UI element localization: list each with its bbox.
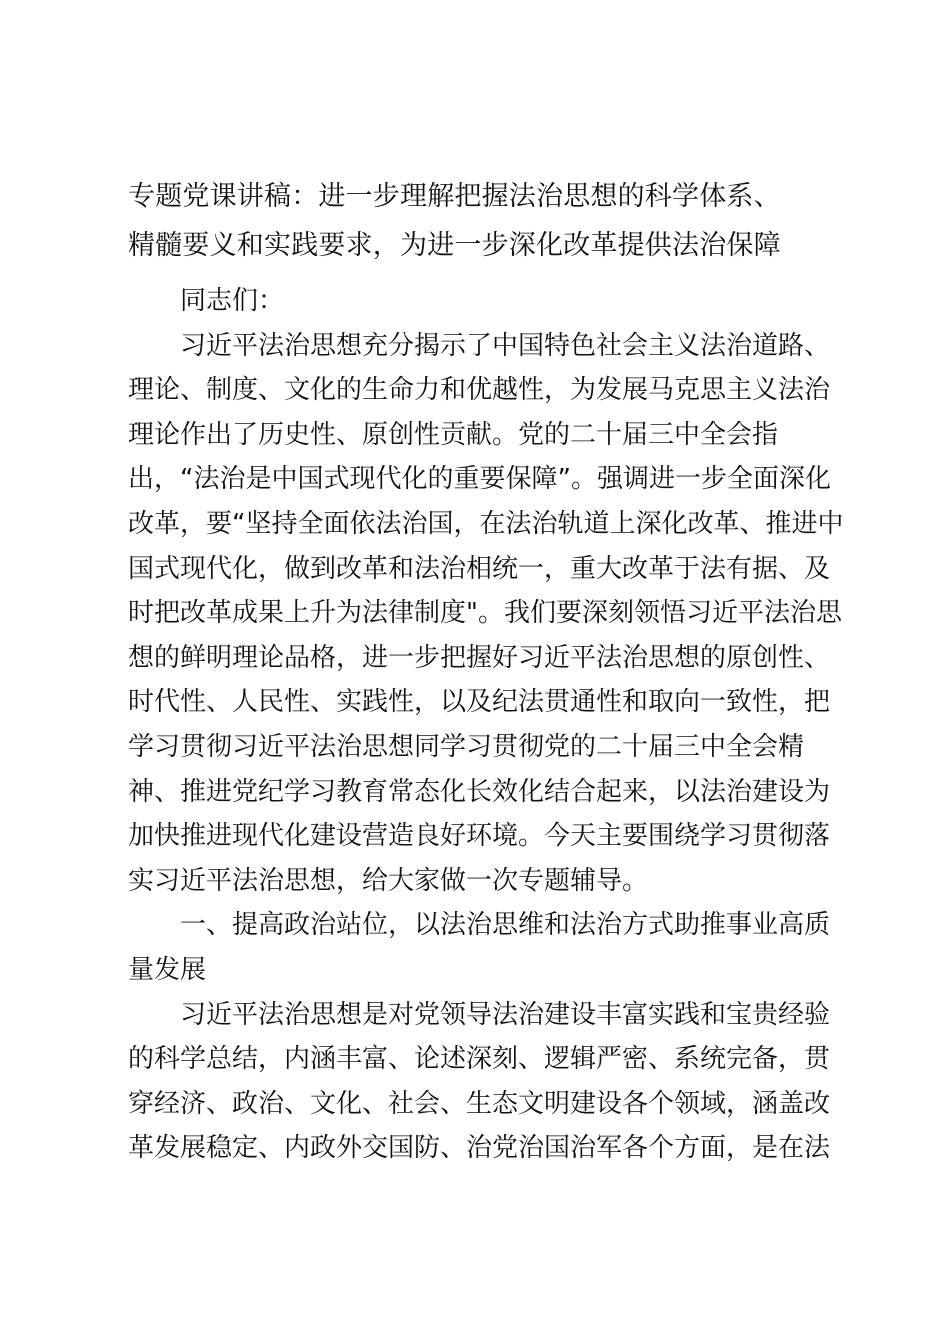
text-line: 国式现代化，做到改革和法治相统一，重大改革于法有据、及 — [128, 553, 831, 584]
text-line: 革发展稳定、内政外交国防、治党治国治军各个方面，是在法 — [128, 1133, 831, 1164]
text-line: 理论、制度、文化的生命力和优越性，为发展马克思主义法治 — [128, 375, 831, 406]
title-line: 专题党课讲稿：进一步理解把握法治思想的科学体系、 — [128, 181, 781, 212]
text-line: 实习近平法治思想，给大家做一次专题辅导。 — [128, 865, 649, 896]
paragraph-intro — [128, 324, 844, 904]
text-line: 出，“法治是中国式现代化的重要保障”。强调进一步全面深化 — [128, 464, 831, 495]
section-heading — [128, 903, 833, 992]
document-body — [128, 279, 844, 1171]
heading-line: 一、提高政治站位，以法治思维和法治方式助推事业高质 — [180, 910, 831, 941]
text-line: 的科学总结，内涵丰富、论述深刻、逻辑严密、系统完备，贯 — [128, 1044, 831, 1075]
text-line: 穿经济、政治、文化、社会、生态文明建设各个领域，涵盖改 — [128, 1088, 831, 1119]
text-line: 神、推进党纪学习教育常态化长效化结合起来，以法治建设为 — [128, 776, 831, 807]
text-line: 学习贯彻习近平法治思想同学习贯彻党的二十届三中全会精 — [128, 731, 805, 762]
greeting: 同志们： — [180, 286, 285, 316]
text-line: 习近平法治思想充分揭示了中国特色社会主义法治道路、 — [180, 330, 831, 361]
text-line: 想的鲜明理论品格，进一步把握好习近平法治思想的原创性、 — [128, 642, 831, 673]
heading-line: 量发展 — [128, 954, 207, 985]
text-line: 改革，要“坚持全面依法治国，在法治轨道上深化改革、推进中 — [128, 508, 844, 539]
text-line: 时代性、人民性、实践性，以及纪法贯通性和取向一致性，把 — [128, 687, 831, 718]
text-line: 理论作出了历史性、原创性贡献。党的二十届三中全会指 — [128, 419, 779, 450]
text-line: 加快推进现代化建设营造良好环境。今天主要围绕学习贯彻落 — [128, 821, 831, 852]
text-line: 时把改革成果上升为法律制度"。我们要深刻领悟习近平法治思 — [128, 598, 842, 629]
title-line: 精髓要义和实践要求，为进一步深化改革提供法治保障 — [128, 230, 781, 261]
paragraph-section1 — [128, 993, 833, 1171]
document-title — [128, 172, 828, 270]
text-line: 习近平法治思想是对党领导法治建设丰富实践和宝贵经验 — [180, 999, 831, 1030]
